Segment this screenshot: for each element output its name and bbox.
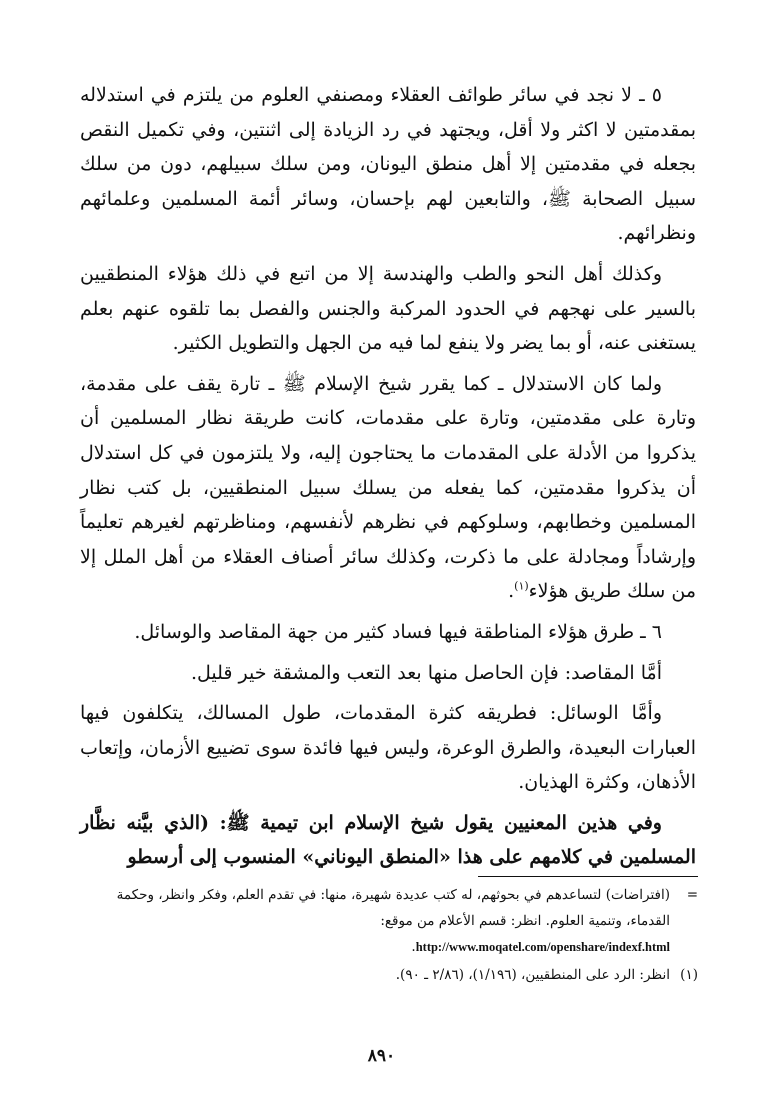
footnote-1-text: انظر: الرد على المنطقيين، (١/١٩٦)، (٢/٨٦ ـ ٩٠). bbox=[395, 967, 670, 983]
footnote-continuation-marker: = bbox=[686, 887, 698, 903]
paragraph-point-5: ٥ ـ لا نجد في سائر طوائف العقلاء ومصنفي العلوم من يلتزم في استدلاله بمقدمتين لا اكثر ولا أقل، ويجتهد في رد الزيادة إلى اثنتين، وفي تكميل النقص بجعله في مقدمتين إلا أهل منطق اليونان، ومن سلك سبيلهم، دون من سلك سبيل الصحابة ﷺ، والتابعين لهم بإحسان، وسائر أئمة المسلمين وعلمائهم ونظرائهم. bbox=[80, 84, 696, 245]
footnotes bbox=[80, 882, 698, 990]
footnote-1 bbox=[80, 962, 698, 988]
page-number: ٨٩٠ bbox=[367, 1046, 396, 1066]
paragraph-inference-end: . bbox=[508, 580, 515, 603]
paragraph-inference-text: ولما كان الاستدلال ـ كما يقرر شيخ الإسلام ﷺ ـ تارة يقف على مقدمة، وتارة على مقدمتين، وتارة على مقدمات، كانت طريقة نظار المسلمين أن يذكروا من الأدلة على المقدمات ما يحتاجون إليه، ولا يلتزمون في كل استدلال أن يذكروا مقدمتين، كما يفعله من يسلك سبيل المنطقيين، بل كتب نظار المسلمين وخطابهم، وسلوكهم في نظرهم لأنفسهم، ومناظرتهم لغيرهم تعليماً وإرشاداً ومجادلة على ما ذكرت، وكذلك سائر أصناف العقلاء من أهل الملل إلا من سلك طريق هؤلاء bbox=[80, 372, 696, 603]
paragraph-grammar-medicine: وكذلك أهل النحو والطب والهندسة إلا من اتبع في ذلك هؤلاء المنطقيين بالسير على نهجهم في الحدود المركبة والجنس والفصل بما تلقوه عنهم بعلم يستغنى عنه، أو بما يضر ولا ينفع لما فيه من الجهل والتطويل الكثير. bbox=[80, 262, 696, 355]
footnote-url[interactable]: http://www.moqatel.com/openshare/indexf.html bbox=[415, 940, 670, 954]
paragraph-inference bbox=[80, 367, 696, 609]
paragraph-ibn-taymiyyah-quote: وفي هذين المعنيين يقول شيخ الإسلام ابن تيمية ﷺ: (الذي بيَّنه نظَّار المسلمين في كلامهم على هذا «المنطق اليوناني» المنسوب إلى أرسطو bbox=[80, 811, 696, 869]
footnote-reference: (١) bbox=[514, 579, 529, 593]
footnote-continuation bbox=[80, 882, 698, 960]
footnote-url-end: . bbox=[411, 939, 416, 955]
footnote-separator bbox=[478, 876, 698, 877]
paragraph-point-6: ٦ ـ طرق هؤلاء المناطقة فيها فساد كثير من جهة المقاصد والوسائل. bbox=[134, 620, 662, 643]
paragraph-purposes: أمَّا المقاصد: فإن الحاصل منها بعد التعب والمشقة خير قليل. bbox=[190, 661, 662, 684]
footnote-continuation-text: (افتراضات) لتساعدهم في بحوثهم، له كتب عديدة شهيرة، منها: في تقدم العلم، وفكر وانظر، وحكمة القدماء، وتنمية العلوم. انظر: قسم الأعلام من موقع: bbox=[116, 887, 670, 929]
footnote-1-marker: (١) bbox=[680, 967, 698, 983]
main-text bbox=[80, 78, 696, 881]
paragraph-means: وأمَّا الوسائل: فطريقه كثرة المقدمات، طول المسالك، يتكلفون فيها العبارات البعيدة، والطرق الوعرة، وليس فيها فائدة سوى تضييع الأزمان، وإتعاب الأذهان، وكثرة الهذيان. bbox=[80, 702, 696, 794]
